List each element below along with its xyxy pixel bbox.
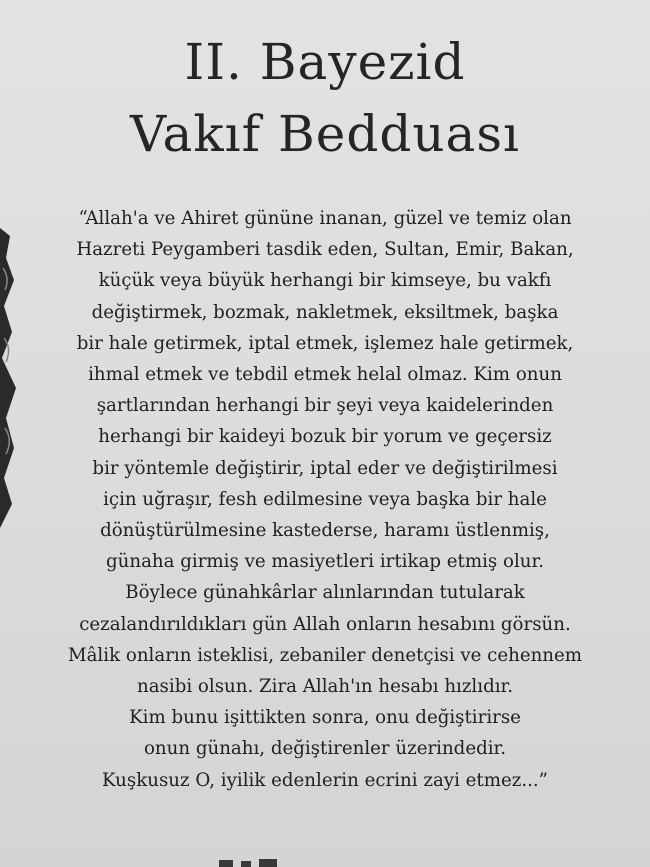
quote-line: ihmal etmek ve tebdil etmek helal olmaz. Kim onun [88,364,562,386]
quote-line: cezalandırıldıkları gün Allah onların hesabını görsün. [79,613,571,635]
quote-line: bir hale getirmek, iptal etmek, işlemez hale getirmek, [76,332,574,354]
quote-line: Böylece günahkârlar alınlarından tutularak [125,582,525,604]
quote-text [20,203,630,796]
quote-line: bir yöntemle değiştirir, iptal eder ve değiştirilmesi [92,457,558,479]
quote-line: Kim bunu işittikten sonra, onu değiştirirse [129,707,521,729]
quote-line: “Allah'a ve Ahiret gününe inanan, güzel ve temiz olan [78,208,572,229]
ornament-icon [0,228,20,528]
quote-line: şartlarından herhangi bir şeyi veya kaidelerinden [96,395,554,417]
quote-line: Mâlik onların isteklisi, zebaniler denetçisi ve cehennem [67,644,583,666]
quote-line: Kuşkusuz O, iyilik edenlerin ecrini zayi etmez...” [102,769,548,791]
quote-line: herhangi bir kaideyi bozuk bir yorum ve geçersiz [98,426,552,448]
quote-line: için uğraşır, fesh edilmesine veya başka bir hale [103,488,547,510]
quote-line: nasibi olsun. Zira Allah'ın hesabı hızlıdır. [136,676,514,698]
quote-line: onun günahı, değiştirenler üzerindedir. [143,738,507,760]
quote-line: günaha girmiş ve masiyetleri irtikap etmiş olur. [106,551,544,573]
quote-line: Hazreti Peygamberi tasdik eden, Sultan, Emir, Bakan, [76,239,574,261]
quote-line: değiştirmek, bozmak, nakletmek, eksiltmek, başka [91,301,559,323]
quote-line: dönüştürülmesine kastederse, haramı üstlenmiş, [100,520,550,542]
cropped-text-fragment [215,856,285,867]
title-line-2: Vakıf Bedduası [129,105,521,163]
quote-line: küçük veya büyük herhangi bir kimseye, bu vakfı [98,270,552,292]
title-line-1: II. Bayezid [184,33,466,91]
